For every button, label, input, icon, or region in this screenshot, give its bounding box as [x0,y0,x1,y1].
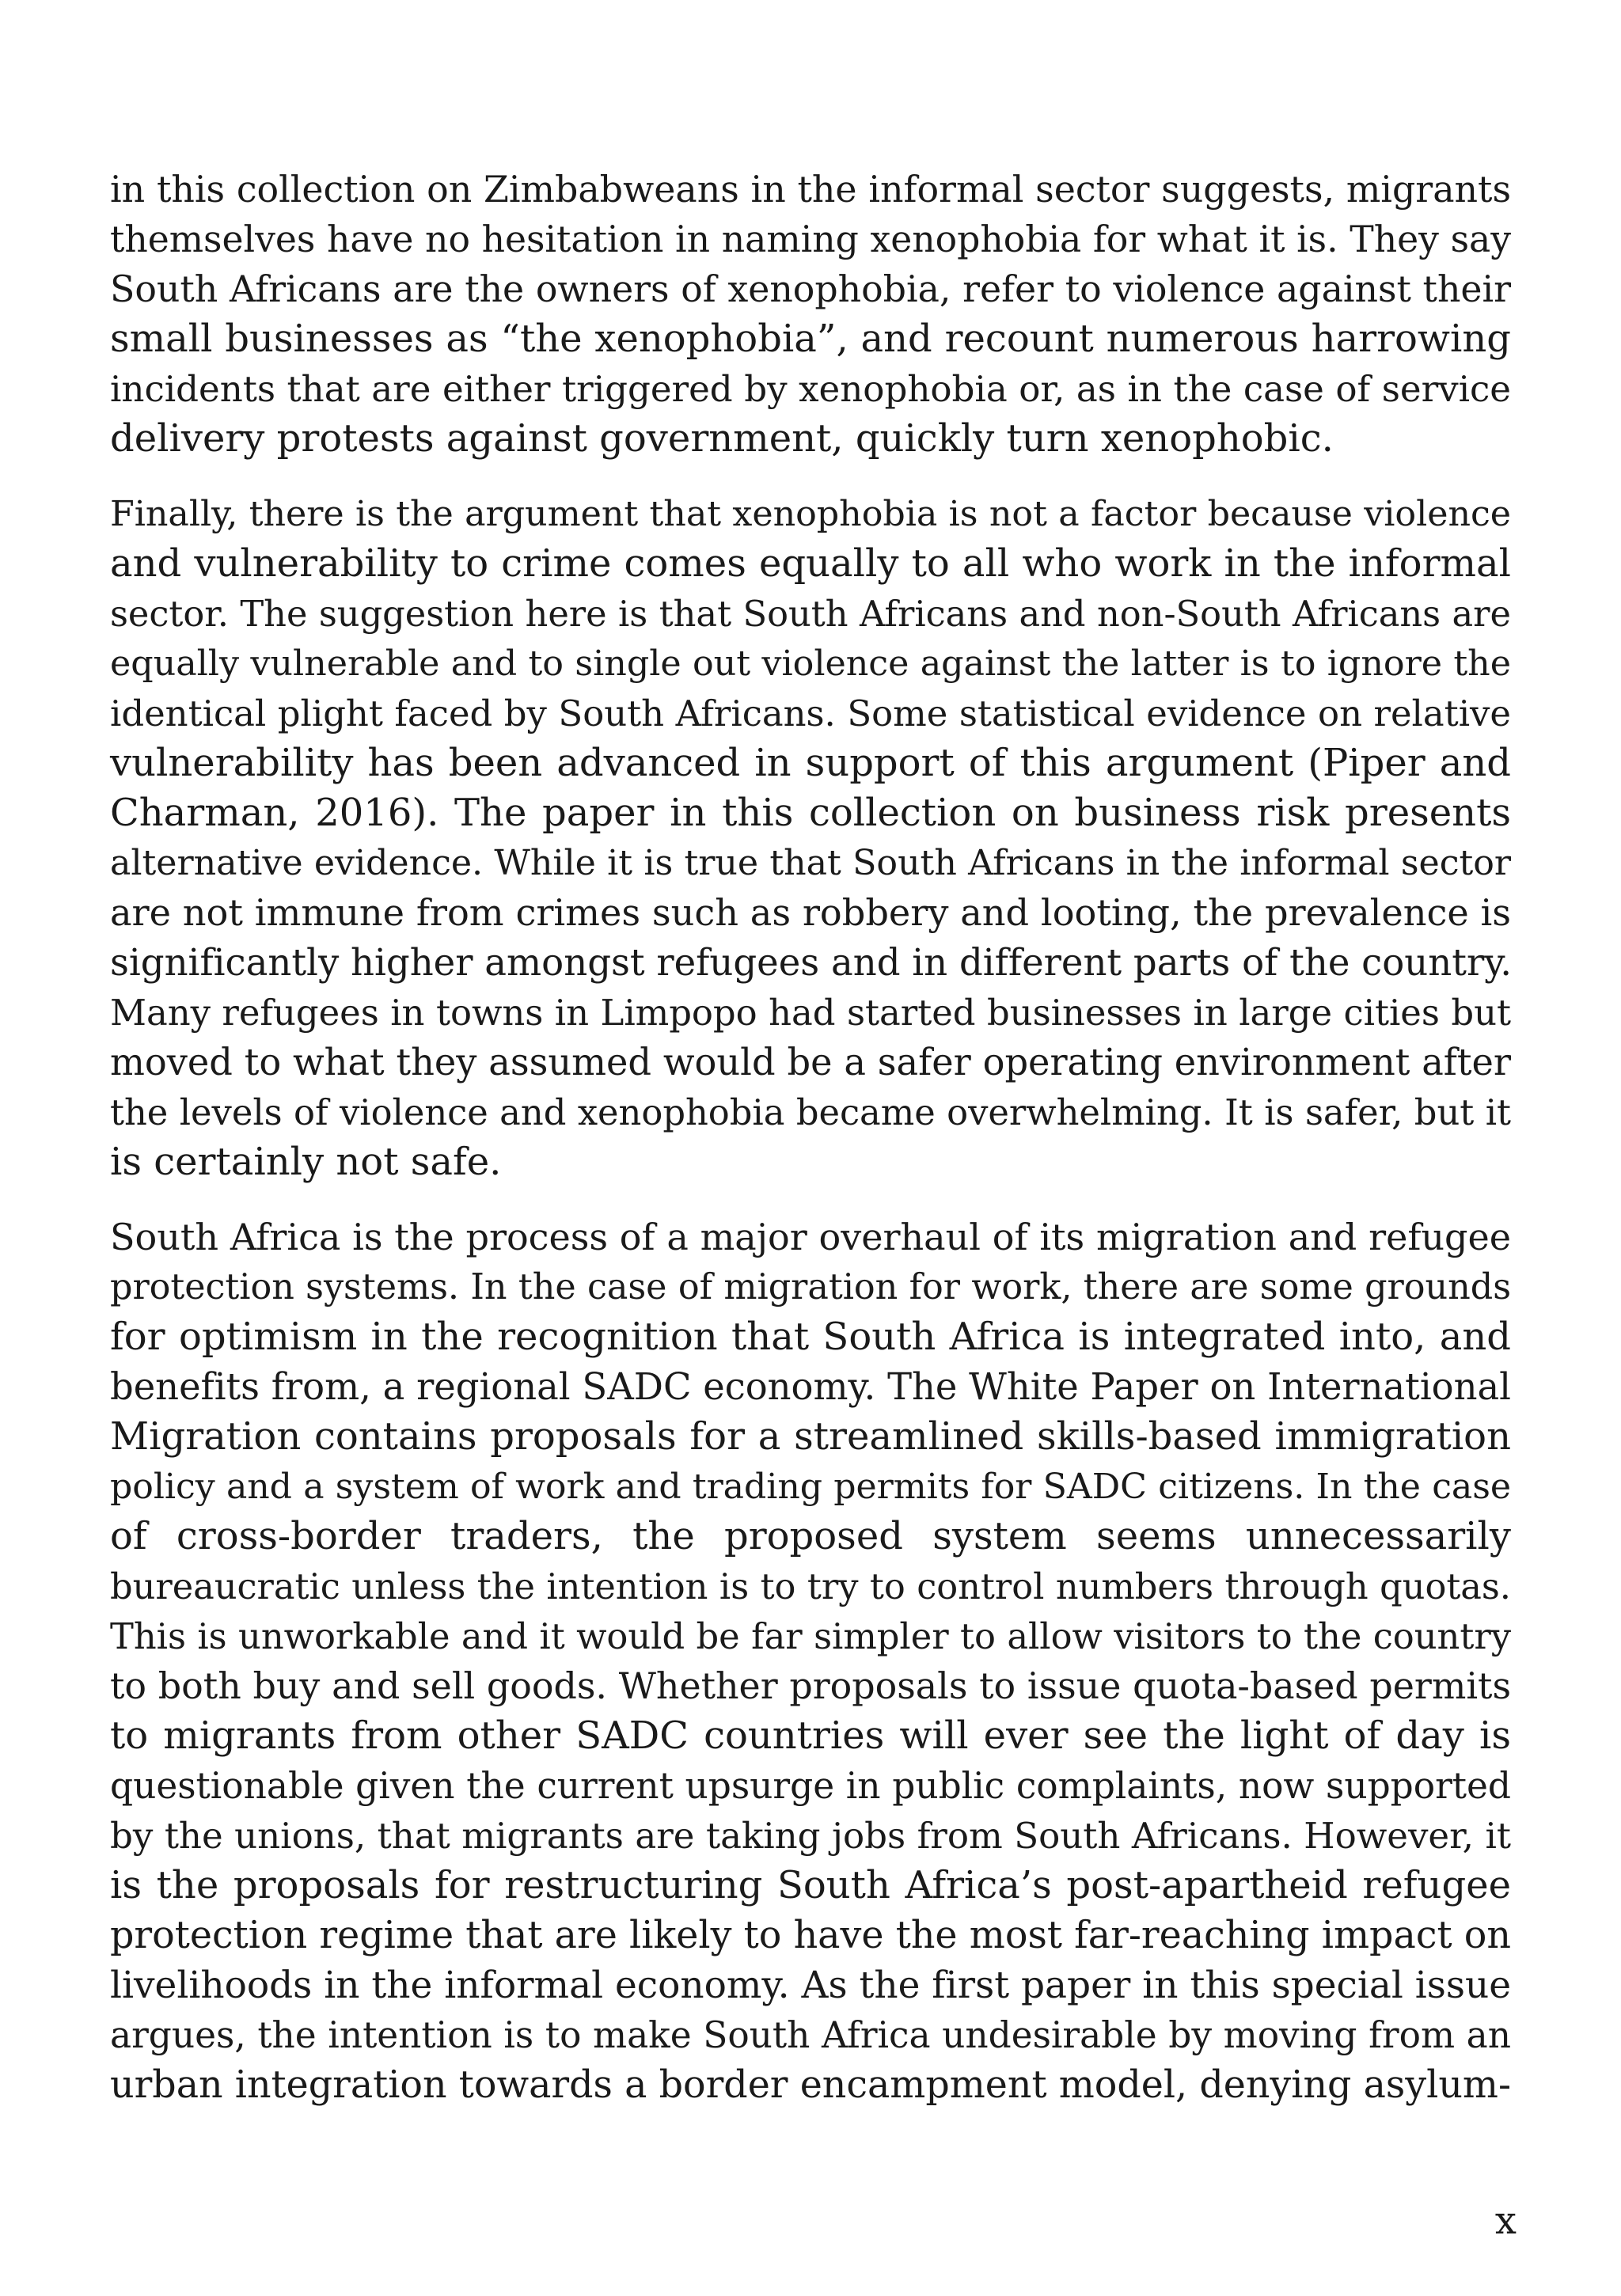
text-line: South Africa is the process of a major overhaul of its migration and refugee [110,1216,1511,1258]
text-line: delivery protests against government, quickly turn xenophobic. [110,416,1334,461]
text-line: policy and a system of work and trading permits for SADC citizens. In the case [110,1467,1511,1507]
text-line: protection regime that are likely to have the most far-reaching impact on [110,1914,1511,1957]
text-line: Charman, 2016). The paper in this collection on business risk presents [110,791,1511,835]
text-line: and vulnerability to crime comes equally to all who work in the informal [110,541,1511,586]
text-line: themselves have no hesitation in naming xenophobia for what it is. They say [110,218,1511,260]
text-line: Many refugees in towns in Limpopo had started businesses in large cities but [110,992,1511,1034]
text-line: Migration contains proposals for a streamlined skills-based immigration [110,1414,1511,1459]
text-line: to both buy and sell goods. Whether proposals to issue quota-based permits [110,1664,1511,1707]
text-line: equally vulnerable and to single out violence against the latter is to ignore the [110,643,1511,684]
text-line: to migrants from other SADC countries will ever see the light of day is [110,1713,1511,1758]
paragraph-1 [110,165,1511,464]
text-line: urban integration towards a border encampment model, denying asylum- [110,2063,1511,2107]
text-line: protection systems. In the case of migration for work, there are some grounds [110,1267,1511,1307]
text-line: questionable given the current upsurge in public complaints, now supported [110,1765,1511,1807]
text-line: South Africans are the owners of xenophobia, refer to violence against their [110,268,1511,310]
text-line: alternative evidence. While it is true that South Africans in the informal sector [110,843,1511,883]
text-line: This is unworkable and it would be far simpler to allow visitors to the country [110,1615,1511,1657]
text-line: sector. The suggestion here is that South Africans and non-South Africans are [110,593,1511,635]
text-line: incidents that are either triggered by xenophobia or, as in the case of service [110,368,1511,410]
text-line: Finally, there is the argument that xenophobia is not a factor because violence [110,494,1511,534]
text-line: livelihoods in the informal economy. As the first paper in this special issue [110,1964,1511,2007]
text-line: vulnerability has been advanced in support of this argument (Piper and [110,741,1511,785]
body-text [110,165,1511,2135]
text-line: benefits from, a regional SADC economy. The White Paper on International [110,1365,1511,1408]
text-line: is certainly not safe. [110,1140,502,1184]
text-line: is the proposals for restructuring South Africa’s post-apartheid refugee [110,1863,1511,1907]
text-line: for optimism in the recognition that South Africa is integrated into, and [110,1315,1511,1359]
text-line: significantly higher amongst refugees and in different parts of the country. [110,941,1513,984]
text-line: are not immune from crimes such as robbery and looting, the prevalence is [110,891,1511,934]
text-line: identical plight faced by South Africans. Some statistical evidence on relative [110,693,1511,734]
text-line: small businesses as “the xenophobia”, and recount numerous harrowing [110,317,1511,361]
text-line: in this collection on Zimbabweans in the informal sector suggests, migrants [110,168,1511,211]
text-line: the levels of violence and xenophobia became overwhelming. It is safer, but it [110,1091,1511,1133]
paragraph-2 [110,489,1511,1187]
text-line: bureaucratic unless the intention is to try to control numbers through quotas. [110,1565,1511,1607]
page-number: x [1494,2199,1517,2243]
text-line: argues, the intention is to make South Africa undesirable by moving from an [110,2014,1511,2056]
text-line: by the unions, that migrants are taking jobs from South Africans. However, it [110,1815,1511,1857]
text-line: moved to what they assumed would be a safer operating environment after [110,1041,1511,1083]
paragraph-3 [110,1213,1511,2110]
text-line: of cross-border traders, the proposed system seems unnecessarily [110,1514,1511,1558]
